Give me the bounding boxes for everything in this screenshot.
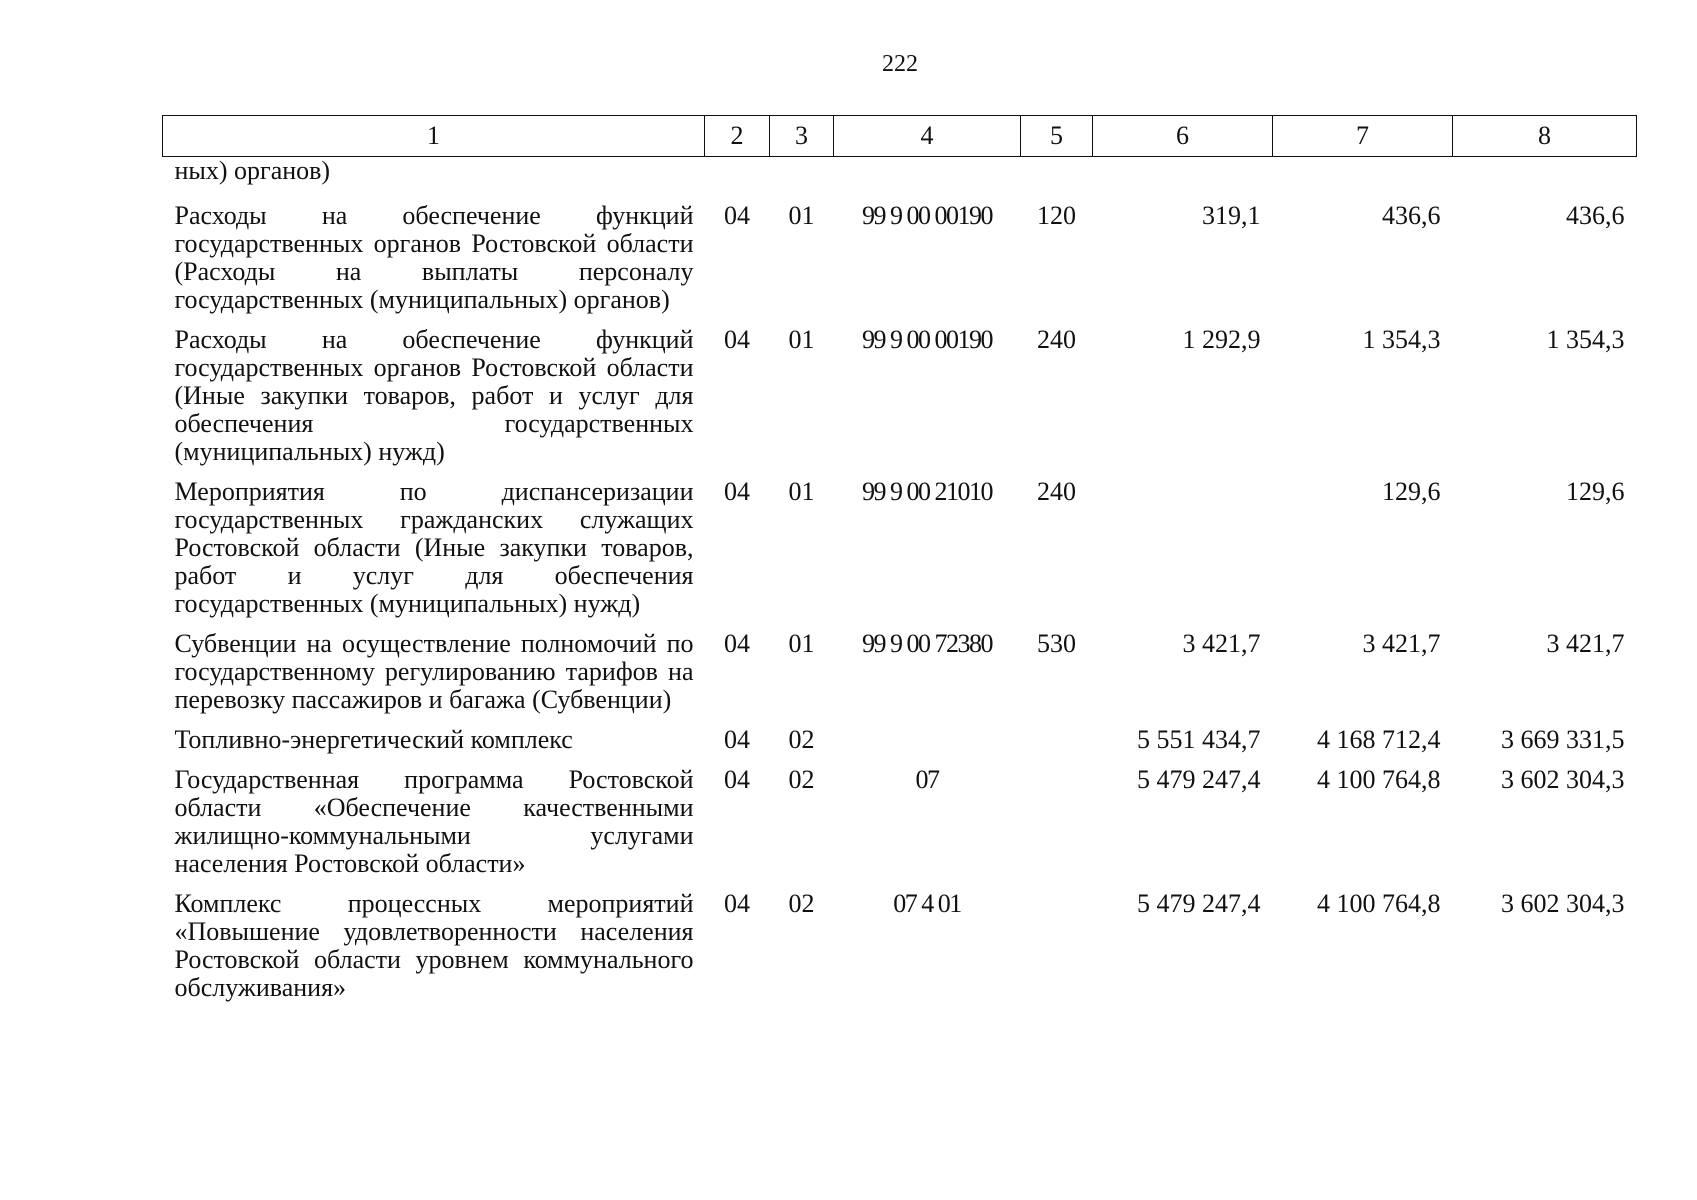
expense-name: Государственная программа Ростовской области «Обеспечение качественными жилищно-коммунальными услугами населения Ростовской области»	[174, 765, 694, 878]
header-row	[163, 116, 1637, 157]
amount-col-8: 3 421,7	[1546, 629, 1625, 658]
subsection-code	[770, 157, 834, 203]
column-header: 2	[705, 116, 770, 157]
target-article-code: 99 9 00 21010	[862, 477, 992, 506]
amount-col-7: 3 421,7	[1362, 629, 1441, 658]
target-article-code: 07	[915, 765, 939, 794]
expense-type-code	[1021, 890, 1093, 1014]
expense-type-code	[1021, 726, 1093, 766]
section-code: 04	[724, 325, 750, 354]
amount-col-6	[1093, 478, 1273, 630]
column-header: 4	[834, 116, 1021, 157]
section-code: 04	[724, 201, 750, 230]
amount-col-7: 4 100 764,8	[1317, 765, 1441, 794]
table-row	[163, 326, 1637, 478]
amount-col-8: 3 602 304,3	[1501, 889, 1625, 918]
amount-col-6: 5 479 247,4	[1137, 765, 1261, 794]
expense-name: Комплекс процессных мероприятий «Повышение удовлетворенности населения Ростовской области уровнем коммунального обслуживания»	[174, 889, 694, 1002]
column-header: 6	[1093, 116, 1273, 157]
expense-type-code: 530	[1037, 629, 1076, 658]
amount-col-6: 319,1	[1202, 201, 1261, 230]
amount-col-6: 1 292,9	[1182, 325, 1261, 354]
section-code: 04	[724, 889, 750, 918]
subsection-code: 01	[788, 477, 815, 506]
target-article-code: 99 9 00 00190	[862, 325, 992, 354]
amount-col-8: 3 602 304,3	[1501, 765, 1625, 794]
amount-col-7: 129,6	[1382, 477, 1441, 506]
column-header: 3	[770, 116, 834, 157]
section-code	[705, 157, 770, 203]
amount-col-6: 5 479 247,4	[1137, 889, 1261, 918]
amount-col-8	[1453, 157, 1637, 203]
target-article-code: 99 9 00 72380	[862, 629, 992, 658]
amount-col-8: 1 354,3	[1546, 325, 1625, 354]
expense-name: Топливно-энергетический комплекс	[174, 725, 573, 754]
expense-name: Мероприятия по диспансеризации государственных гражданских служащих Ростовской области (Иные закупки товаров, работ и услуг для обеспечения государственных (муниципальных) нужд)	[174, 477, 694, 618]
expense-type-code: 240	[1037, 325, 1076, 354]
table-row	[163, 726, 1637, 766]
expense-name: ных) органов)	[174, 156, 331, 185]
amount-col-7: 436,6	[1382, 201, 1441, 230]
section-code: 04	[724, 629, 750, 658]
target-article-code: 07 4 01	[893, 889, 961, 918]
amount-col-8: 436,6	[1566, 201, 1625, 230]
table-row	[163, 890, 1637, 1014]
amount-col-8: 129,6	[1566, 477, 1625, 506]
subsection-code: 01	[788, 629, 815, 658]
expense-name: Субвенции на осуществление полномочий по государственному регулированию тарифов на перевозку пассажиров и багажа (Субвенции)	[174, 629, 694, 714]
amount-col-7: 1 354,3	[1362, 325, 1441, 354]
column-header: 8	[1453, 116, 1637, 157]
expense-name: Расходы на обеспечение функций государственных органов Ростовской области (Иные закупки товаров, работ и услуг для обеспечения государственных (муниципальных) нужд)	[174, 325, 694, 466]
amount-col-6	[1093, 157, 1273, 203]
target-article-code	[834, 726, 1021, 766]
amount-col-6: 5 551 434,7	[1137, 725, 1261, 754]
amount-col-7: 4 100 764,8	[1317, 889, 1441, 918]
column-header: 1	[163, 116, 705, 157]
expense-type-code: 240	[1037, 477, 1076, 506]
subsection-code: 02	[788, 889, 815, 918]
table-row	[163, 478, 1637, 630]
column-header: 5	[1021, 116, 1093, 157]
table-row	[163, 630, 1637, 726]
section-code: 04	[724, 765, 750, 794]
subsection-code: 02	[788, 765, 815, 794]
page-number: 222	[882, 51, 918, 77]
amount-col-7	[1273, 157, 1453, 203]
amount-col-6: 3 421,7	[1182, 629, 1261, 658]
table-row	[163, 202, 1637, 326]
expense-name: Расходы на обеспечение функций государственных органов Ростовской области (Расходы на выплаты персоналу государственных (муниципальных) органов)	[174, 201, 694, 314]
expense-type-code	[1021, 766, 1093, 890]
expense-type-code: 120	[1037, 201, 1076, 230]
subsection-code: 01	[788, 201, 815, 230]
subsection-code: 01	[788, 325, 815, 354]
budget-table	[162, 115, 1637, 1014]
subsection-code: 02	[788, 725, 815, 754]
column-header: 7	[1273, 116, 1453, 157]
target-article-code: 99 9 00 00190	[862, 201, 992, 230]
section-code: 04	[724, 477, 750, 506]
table-row	[163, 157, 1637, 203]
target-article-code	[834, 157, 1021, 203]
amount-col-7: 4 168 712,4	[1317, 725, 1441, 754]
section-code: 04	[724, 725, 750, 754]
expense-type-code	[1021, 157, 1093, 203]
amount-col-8: 3 669 331,5	[1501, 725, 1625, 754]
table-row	[163, 766, 1637, 890]
